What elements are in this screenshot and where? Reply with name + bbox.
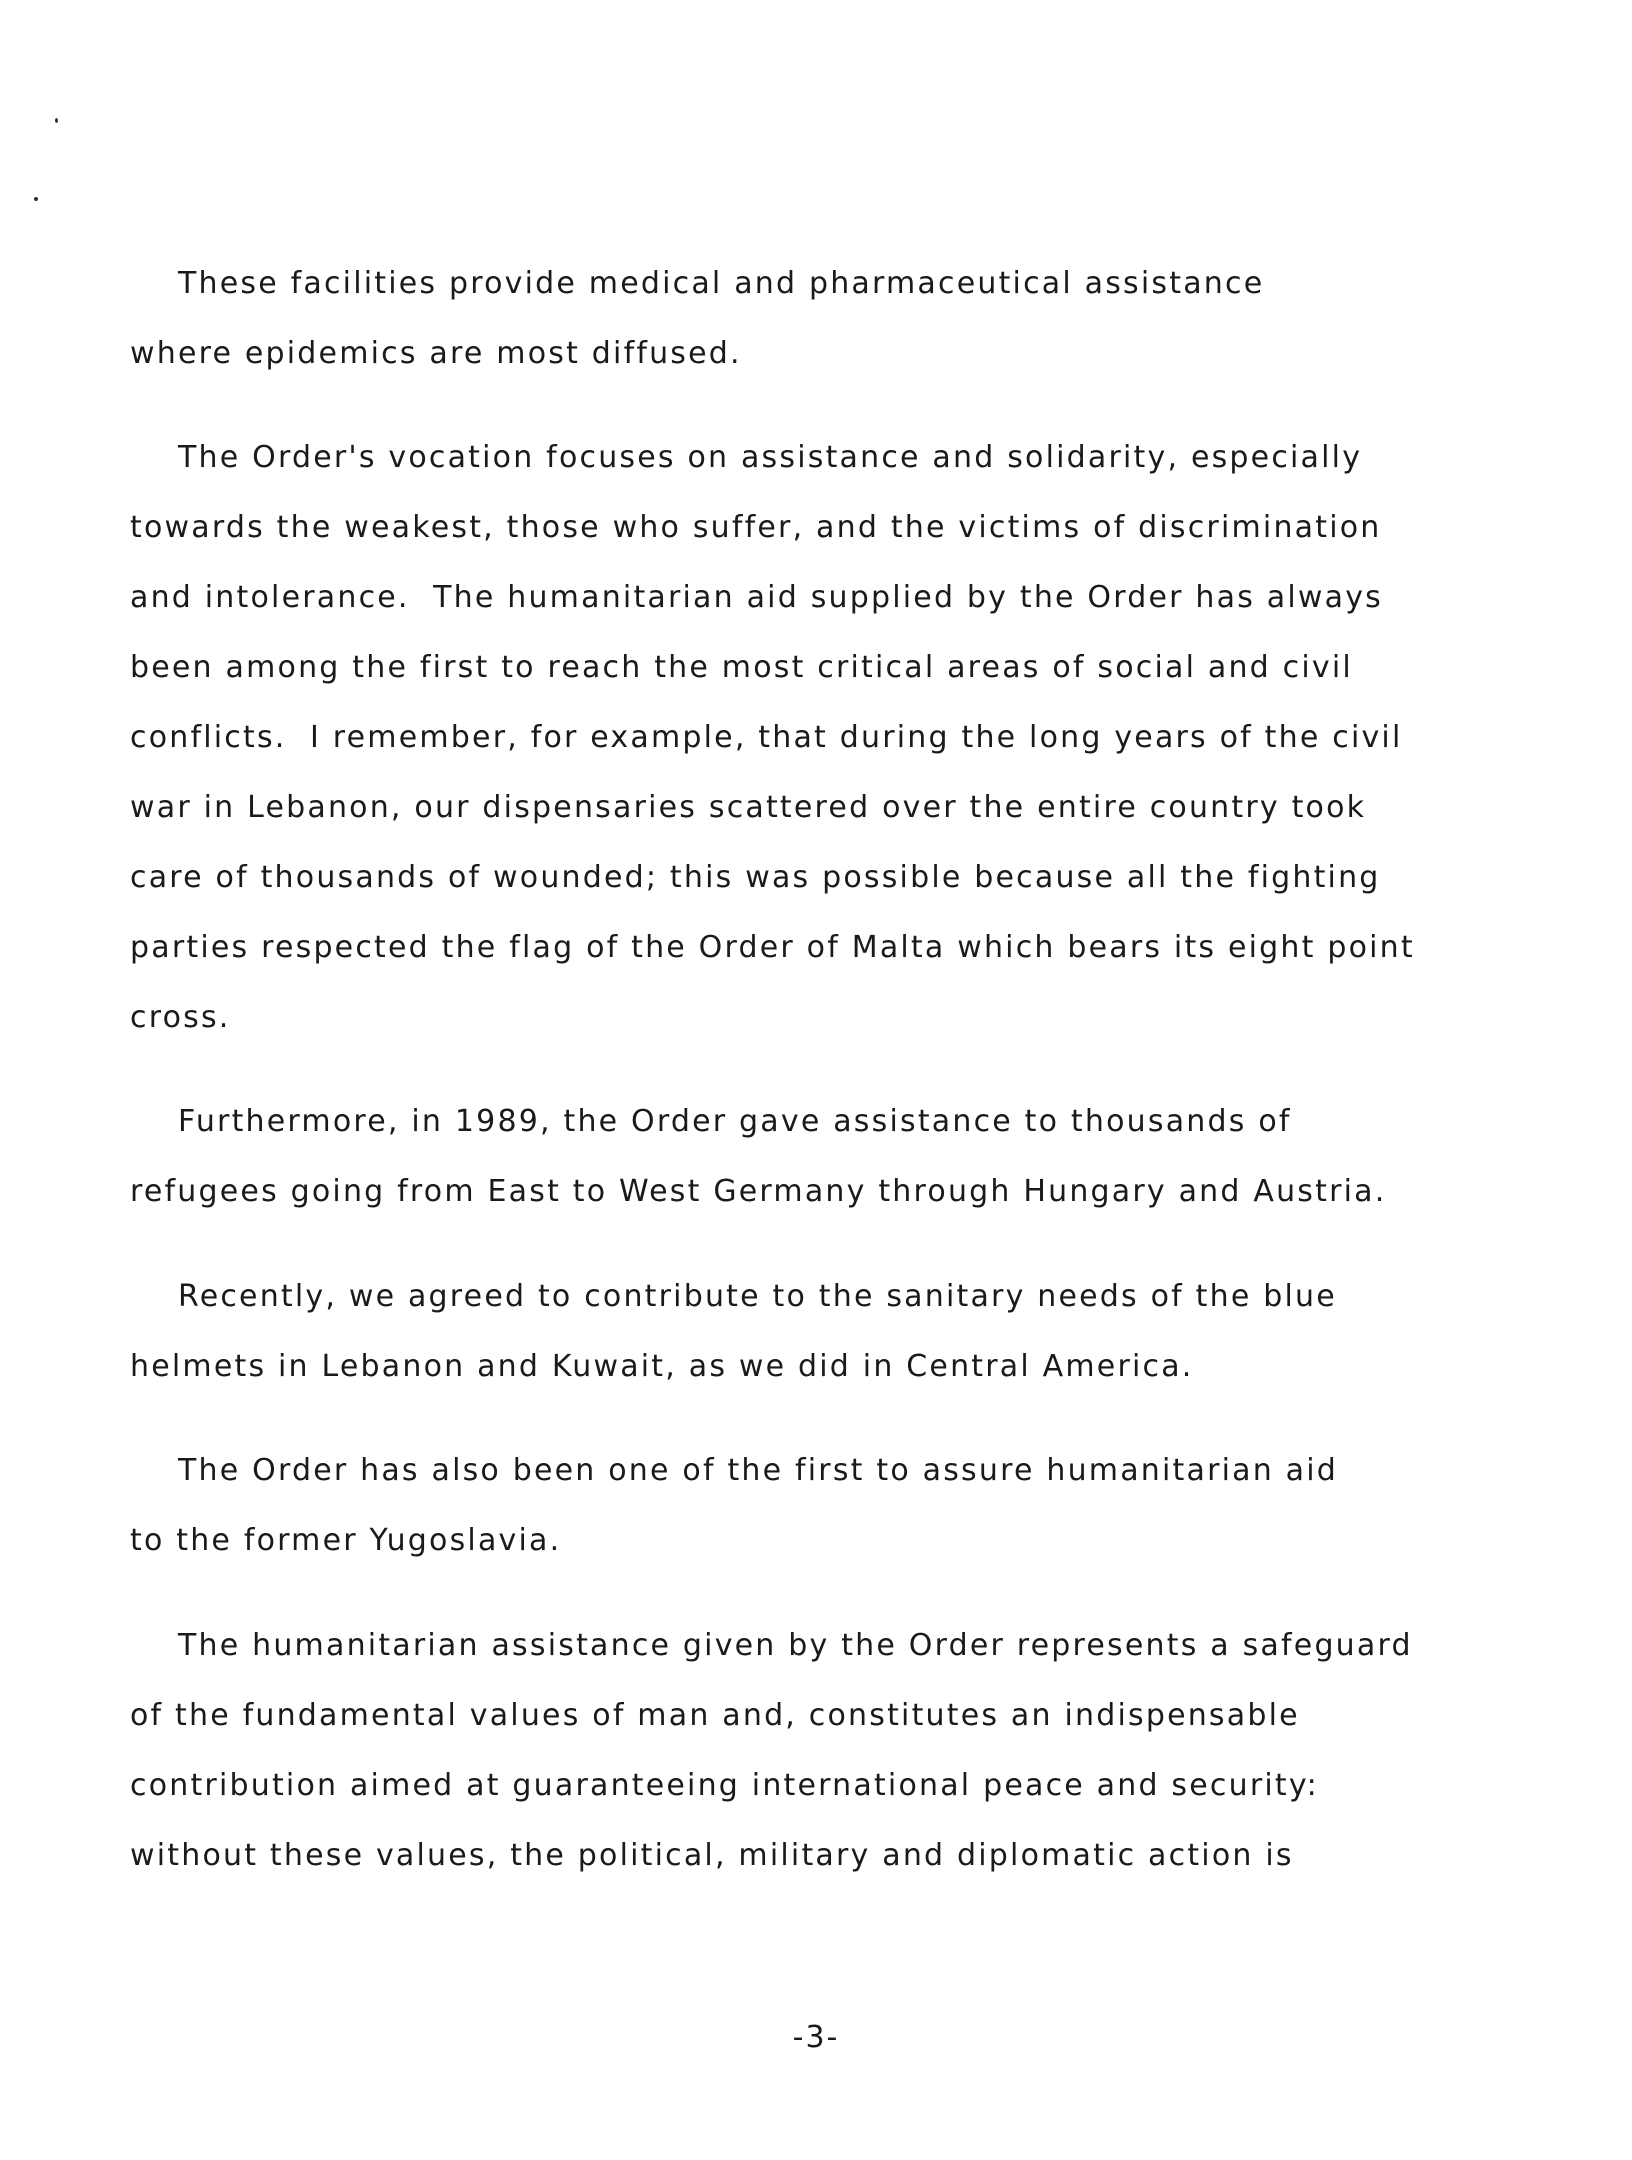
paragraph-6-line-3: contribution aimed at guaranteeing international peace and security: — [130, 1768, 1319, 1803]
paragraph-3-line-2: refugees going from East to West Germany through Hungary and Austria. — [130, 1174, 1387, 1209]
paragraph-2-line-5: conflicts. I remember, for example, that during the long years of the civil — [130, 720, 1403, 755]
paragraph-4-line-2: helmets in Lebanon and Kuwait, as we did in Central America. — [130, 1349, 1194, 1384]
scan-speck — [55, 118, 58, 123]
paragraph-4-line-1: Recently, we agreed to contribute to the sanitary needs of the blue — [178, 1279, 1337, 1314]
paragraph-1-line-1: These facilities provide medical and pharmaceutical assistance — [178, 266, 1265, 301]
paragraph-6-line-2: of the fundamental values of man and, constitutes an indispensable — [130, 1698, 1300, 1733]
paragraph-1-line-2: where epidemics are most diffused. — [130, 336, 742, 371]
paragraph-6-line-1: The humanitarian assistance given by the Order represents a safeguard — [178, 1628, 1413, 1663]
scan-speck — [34, 197, 38, 201]
paragraph-2-line-9: cross. — [130, 1000, 231, 1035]
paragraph-2-line-2: towards the weakest, those who suffer, and the victims of discrimination — [130, 510, 1382, 545]
paragraph-2-line-8: parties respected the flag of the Order of Malta which bears its eight point — [130, 930, 1415, 965]
paragraph-5-line-1: The Order has also been one of the first to assure humanitarian aid — [178, 1453, 1339, 1488]
paragraph-5-line-2: to the former Yugoslavia. — [130, 1523, 562, 1558]
page-number: -3- — [792, 2020, 840, 2055]
paragraph-3-line-1: Furthermore, in 1989, the Order gave assistance to thousands of — [178, 1104, 1292, 1139]
paragraph-2-line-3: and intolerance. The humanitarian aid supplied by the Order has always — [130, 580, 1384, 615]
paragraph-2-line-7: care of thousands of wounded; this was possible because all the fighting — [130, 860, 1381, 895]
paragraph-2-line-4: been among the first to reach the most critical areas of social and civil — [130, 650, 1353, 685]
paragraph-2-line-1: The Order's vocation focuses on assistance and solidarity, especially — [178, 440, 1363, 475]
paragraph-2-line-6: war in Lebanon, our dispensaries scattered over the entire country took — [130, 790, 1367, 825]
paragraph-6-line-4: without these values, the political, military and diplomatic action is — [130, 1838, 1294, 1873]
